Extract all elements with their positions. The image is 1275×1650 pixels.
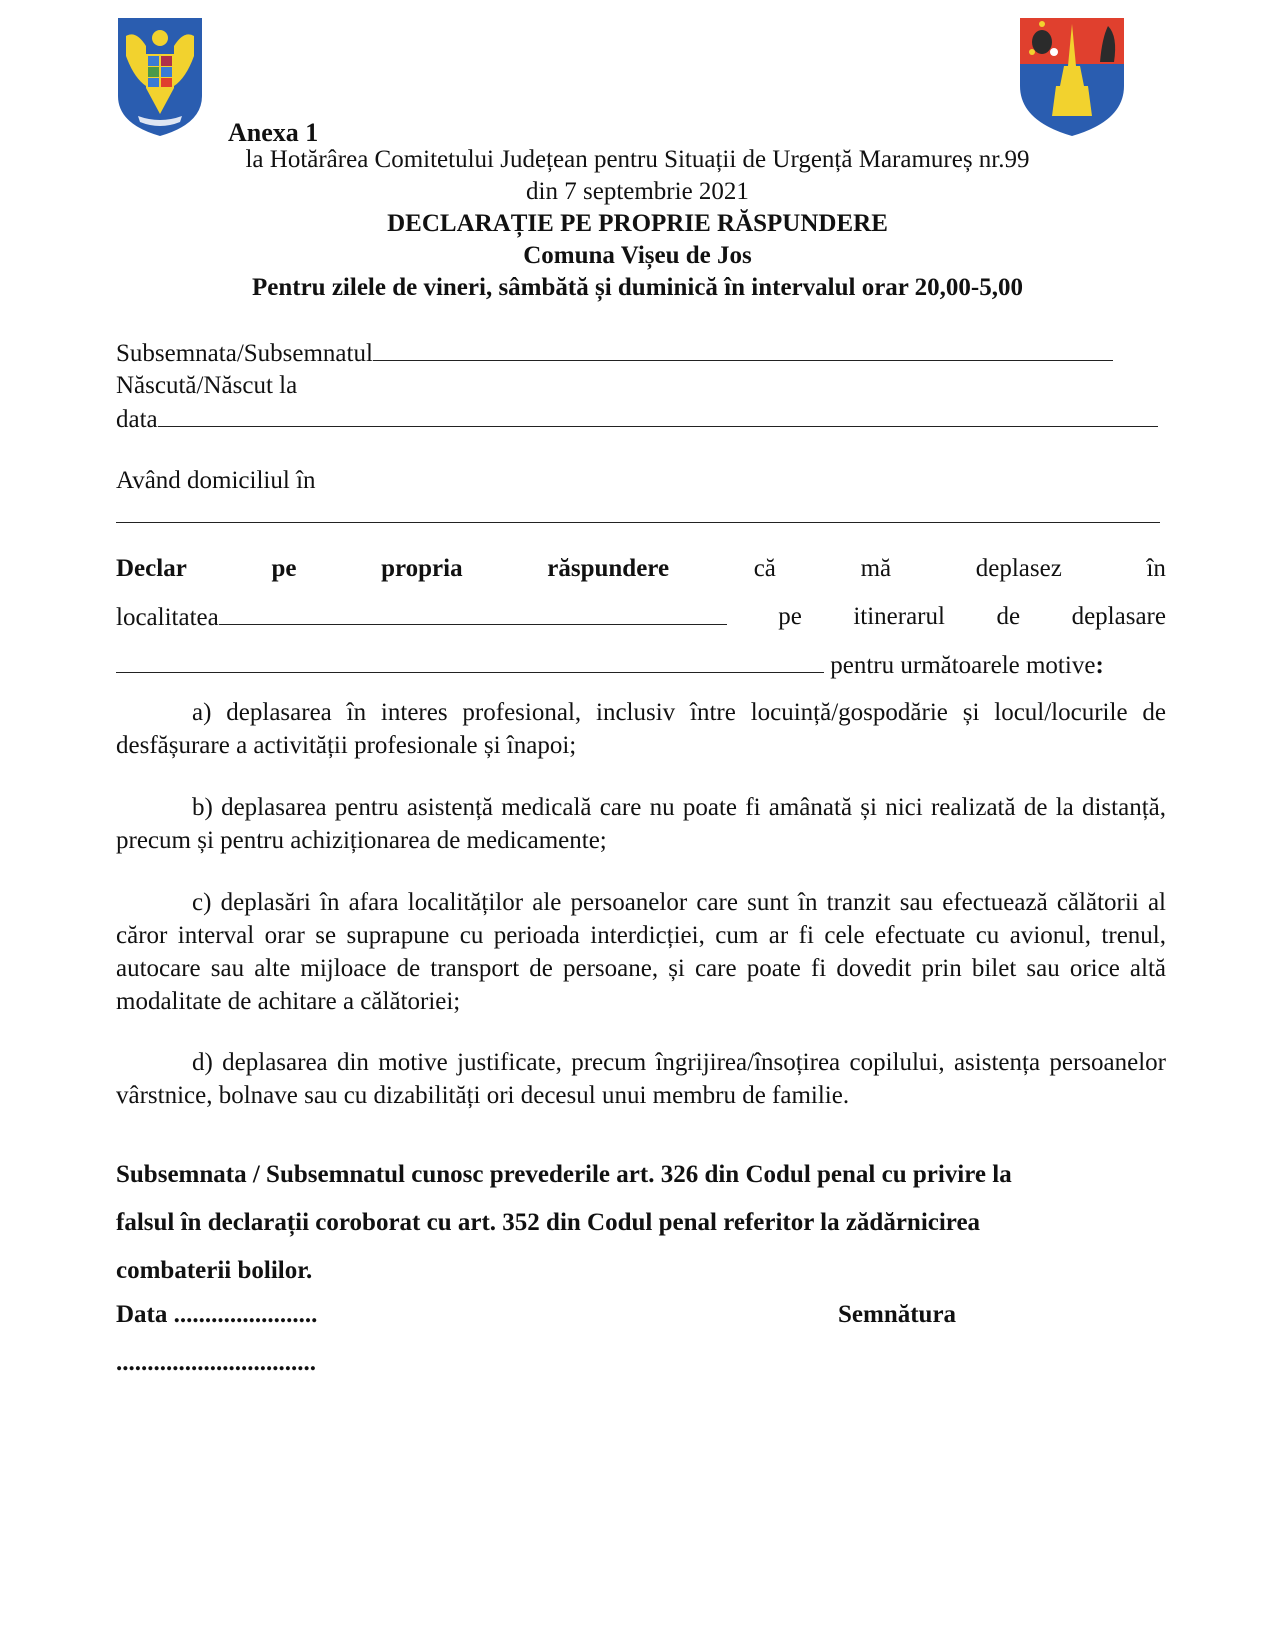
birth-date-field[interactable] [158,402,1158,427]
declare-word: în [1146,555,1166,582]
name-label: Subsemnata/Subsemnatul [116,340,373,367]
signature-label: Semnătura [838,1301,957,1328]
born-label: Născută/Născut la [116,372,298,399]
locality-label: localitatea [116,604,219,631]
route-word: itinerarul [853,603,945,630]
decision-line: la Hotărârea Comitetului Județean pentru Situații de Urgență Maramureș nr.99 [245,146,1030,173]
legal-notice-line: Subsemnata / Subsemnatul cunosc prevederile art. 326 din Codul penal cu privire la [116,1161,1012,1188]
address-label: Având domiciliul în [116,467,316,494]
date-line: din 7 septembrie 2021 [526,178,749,205]
reasons-intro: pentru următoarele motive [830,652,1096,679]
reason-item: a) deplasarea în interes profesional, inclusiv între locuință/gospodărie și locul/locurile de desfășurare a activității profesionale și înapoi; [116,699,1166,759]
reason-item: b) deplasarea pentru asistență medicală care nu poate fi amânată și nici realizată de la distanță, precum și pentru achiziționarea de medicamente; [116,794,1166,854]
declare-word: propria [381,555,463,582]
commune-name: Comuna Vișeu de Jos [523,242,752,269]
declare-word: deplasez [975,555,1062,582]
route-row: pentru următoarele motive: [116,648,1166,682]
reason-item: d) deplasarea din motive justificate, precum îngrijirea/însoțirea copilului, asistența persoanelor vârstnice, bolnave sau cu dizabilități ori decesul unui membru de familie. [116,1049,1166,1109]
document-title: DECLARAȚIE PE PROPRIE RĂSPUNDERE [387,210,888,237]
route-word: deplasare [1071,603,1166,630]
declare-word: că [753,555,776,582]
route-word: pe [778,603,802,630]
locality-row [116,600,1166,634]
locality-field[interactable] [219,600,727,625]
name-field[interactable] [373,336,1113,361]
romania-coat-of-arms-icon [116,16,204,138]
declare-row [116,552,1166,585]
route-field[interactable] [116,648,824,673]
address-field[interactable] [116,522,1160,523]
declare-word: răspundere [547,555,670,582]
name-row [116,336,1166,370]
date-row [116,402,1166,436]
legal-notice-line: falsul în declarații coroborat cu art. 352 din Codul penal referitor la zădărnicirea [116,1209,981,1236]
annex-label: Anexa 1 [228,118,319,147]
reason-item: c) deplasări în afara localităților ale persoanelor care sunt în tranzit sau efectuează călătorii al căror interval orar se suprapune cu perioada interdicției, cum ar fi cele efectuate cu avionul, trenul, autocare sau alte mijloace de transport de persoane, și care poate fi dovedit prin bilet sau orice altă modalitate de achitare a călătoriei; [116,889,1166,1015]
route-word: de [996,603,1021,630]
declare-word: pe [271,555,297,582]
declare-word: mă [860,555,892,582]
date-label: data [116,406,158,433]
declare-word: Declar [116,555,187,582]
date-signature-field[interactable]: Data ....................... [116,1301,318,1328]
legal-notice-line: combaterii bolilor. [116,1257,313,1284]
maramures-coat-of-arms-icon [1018,16,1126,138]
signature-field[interactable]: ................................ [116,1349,316,1376]
document-subtitle: Pentru zilele de vineri, sâmbătă și duminică în intervalul orar 20,00-5,00 [251,274,1024,301]
